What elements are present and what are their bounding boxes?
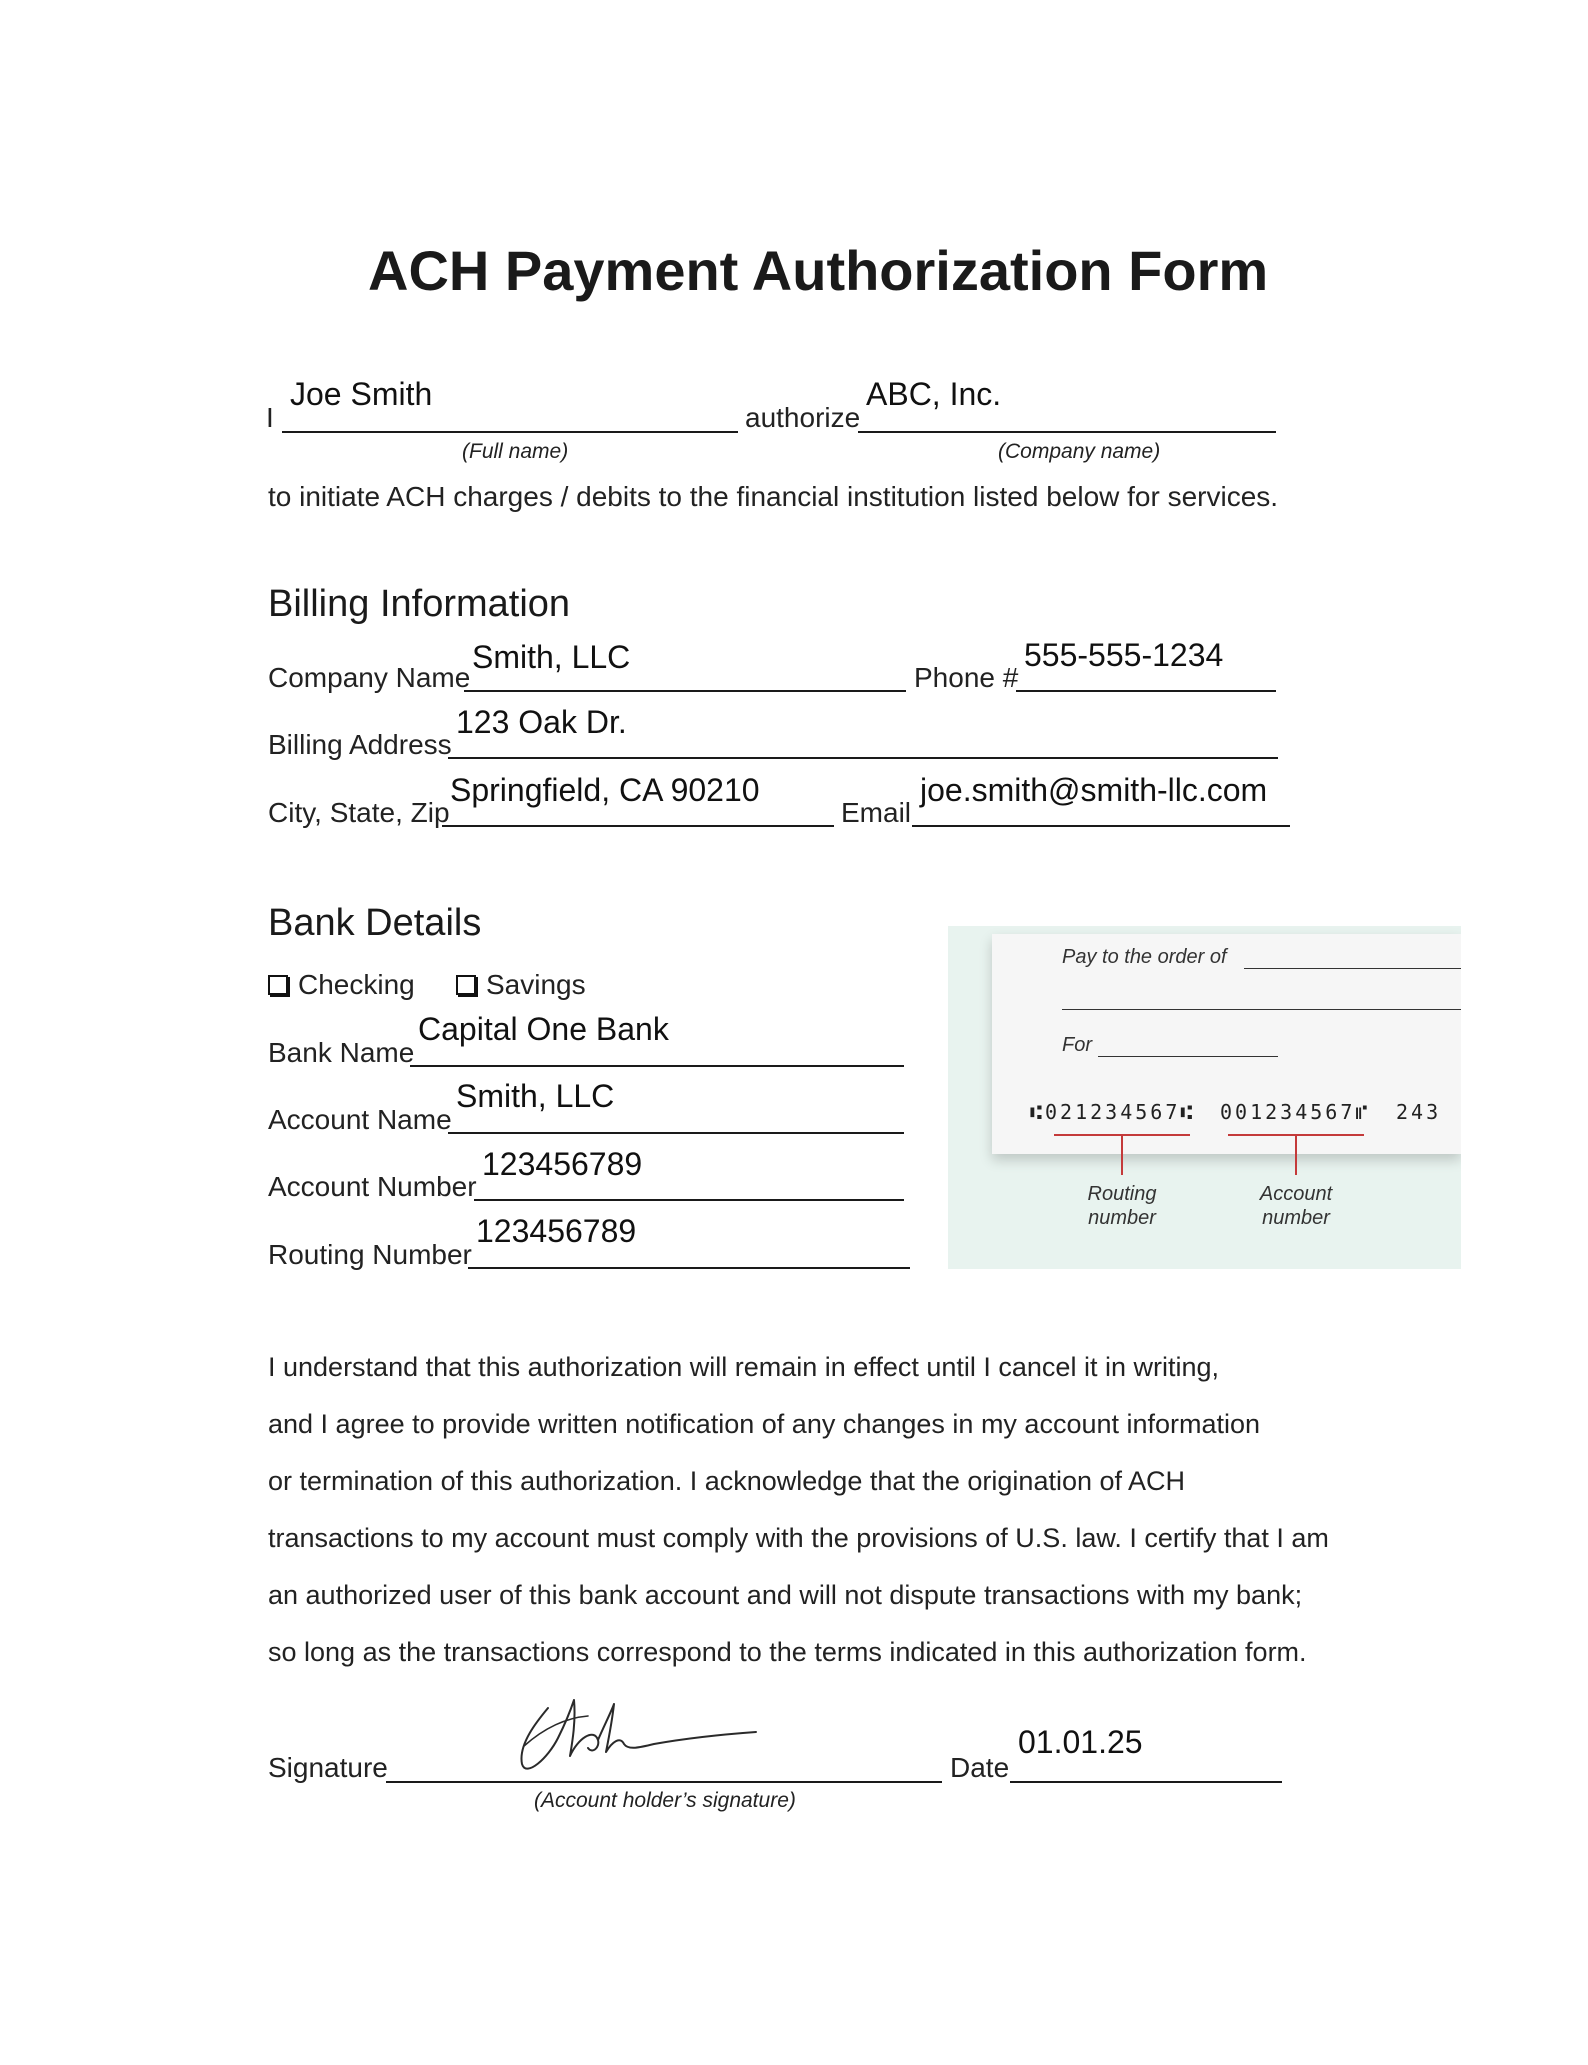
micr-account: 001234567⑈ (1220, 1100, 1371, 1124)
company-name-hint: (Company name) (998, 440, 1161, 463)
date-label: Date (950, 1752, 1010, 1783)
page-title: ACH Payment Authorization Form (368, 239, 1269, 302)
phone-line (1016, 690, 1276, 692)
phone-field[interactable]: 555-555-1234 (1024, 637, 1224, 673)
checking-option[interactable] (268, 969, 415, 1001)
savings-checkbox[interactable] (456, 975, 476, 995)
check-illustration (948, 926, 1461, 1269)
routing-number-field[interactable]: 123456789 (476, 1213, 637, 1249)
full-name-hint: (Full name) (462, 440, 569, 463)
full-name-line (282, 431, 738, 433)
company-name-line (858, 431, 1276, 433)
email-field[interactable]: joe.smith@smith-llc.com (920, 772, 1268, 808)
routing-number-line (468, 1267, 910, 1269)
for-line (1098, 1056, 1278, 1057)
pay-to-label: Pay to the order of (1062, 946, 1227, 968)
terms-line-4: transactions to my account must comply with the provisions of U.S. law. I certify that I am (268, 1523, 1329, 1553)
routing-caption (1062, 1182, 1182, 1230)
intro-prefix: I (266, 402, 274, 433)
date-line (1010, 1781, 1282, 1783)
account-name-label: Account Name (268, 1104, 452, 1135)
checking-label: Checking (298, 969, 415, 1000)
address-label: Billing Address (268, 729, 452, 760)
for-label: For (1062, 1034, 1092, 1056)
checking-checkbox[interactable] (268, 975, 288, 995)
account-caption-line-1: Account (1259, 1183, 1333, 1205)
check-paper (992, 934, 1461, 1154)
micr-check-number: 243 (1396, 1100, 1442, 1124)
intro-authorize: authorize (745, 402, 861, 433)
company-line (464, 690, 906, 692)
date-field[interactable]: 01.01.25 (1018, 1724, 1143, 1760)
savings-option[interactable] (456, 969, 586, 1001)
email-line (912, 825, 1290, 827)
bank-name-line (410, 1065, 904, 1067)
micr-routing: ⑆021234567⑆ (1030, 1100, 1196, 1124)
terms-line-6: so long as the transactions correspond to the terms indicated in this authorization form. (268, 1637, 1307, 1667)
address-field[interactable]: 123 Oak Dr. (456, 704, 627, 740)
bank-heading: Bank Details (268, 902, 482, 944)
address-line (448, 757, 1278, 759)
routing-pointer (1121, 1135, 1123, 1175)
account-number-field[interactable]: 123456789 (482, 1146, 643, 1182)
account-number-line (474, 1199, 904, 1201)
intro-sentence: to initiate ACH charges / debits to the financial institution listed below for services. (268, 481, 1279, 512)
bank-name-field[interactable]: Capital One Bank (418, 1011, 669, 1047)
city-field[interactable]: Springfield, CA 90210 (450, 772, 760, 808)
signature-hint: (Account holder’s signature) (534, 1789, 796, 1812)
terms-line-2: and I agree to provide written notification of any changes in my account information (268, 1409, 1261, 1439)
company-field[interactable]: Smith, LLC (472, 639, 631, 675)
company-label: Company Name (268, 662, 471, 693)
terms-line-5: an authorized user of this bank account and will not dispute transactions with my bank; (268, 1580, 1303, 1610)
account-pointer (1295, 1135, 1297, 1175)
company-name-field[interactable]: ABC, Inc. (866, 376, 1002, 412)
bank-name-label: Bank Name (268, 1037, 415, 1068)
city-line (442, 825, 834, 827)
savings-label: Savings (486, 969, 586, 1000)
terms-line-1: I understand that this authorization will remain in effect until I cancel it in writing, (268, 1352, 1219, 1382)
pay-to-line-2 (1062, 1009, 1461, 1010)
account-caption (1236, 1182, 1356, 1230)
account-name-line (448, 1132, 904, 1134)
account-name-field[interactable]: Smith, LLC (456, 1078, 615, 1114)
account-number-label: Account Number (268, 1171, 477, 1202)
full-name-field[interactable]: Joe Smith (290, 376, 433, 412)
signature-scribble[interactable] (508, 1686, 768, 1782)
routing-number-label: Routing Number (268, 1239, 472, 1270)
pay-to-line (1244, 968, 1461, 969)
city-label: City, State, Zip (268, 797, 450, 828)
account-caption-line-2: number (1262, 1207, 1330, 1229)
email-label: Email (841, 797, 912, 828)
billing-heading: Billing Information (268, 583, 571, 625)
terms-line-3: or termination of this authorization. I acknowledge that the origination of ACH (268, 1466, 1186, 1496)
routing-caption-line-1: Routing (1087, 1183, 1157, 1205)
routing-caption-line-2: number (1088, 1207, 1156, 1229)
phone-label: Phone # (914, 662, 1019, 693)
signature-label: Signature (268, 1752, 388, 1783)
